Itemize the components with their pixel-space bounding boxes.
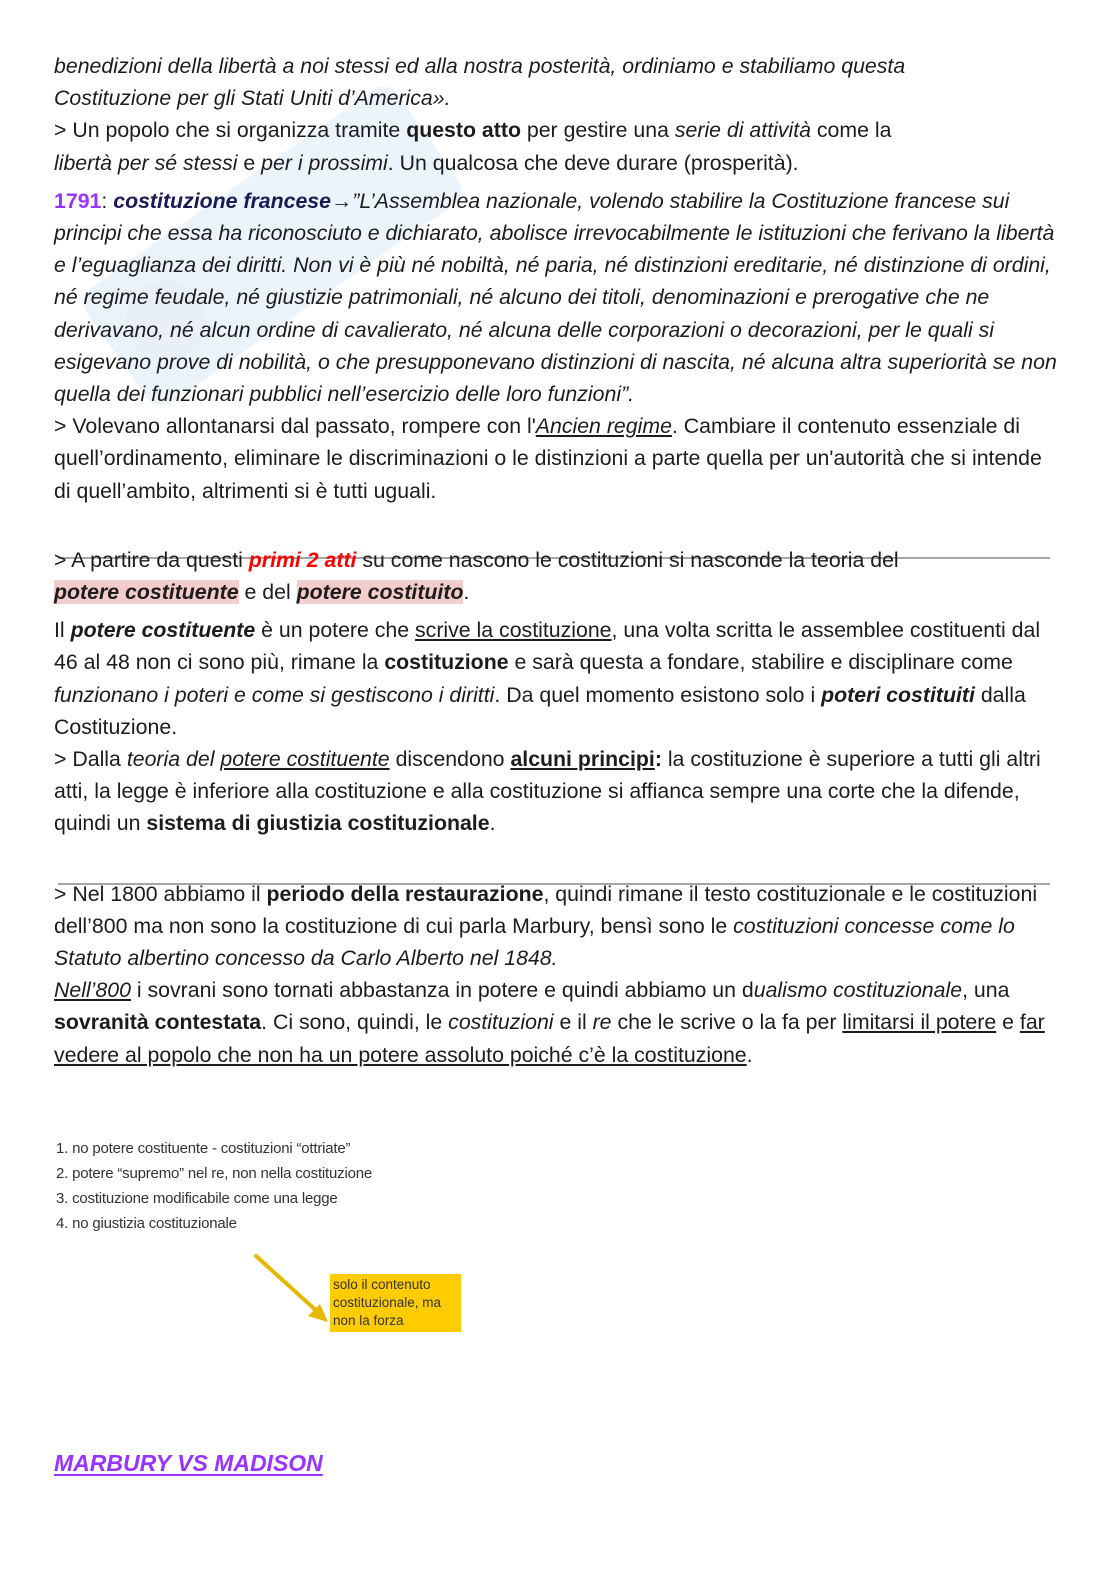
paragraph-usa-constitution-quote: benedizioni della libertà a noi stessi ed alla nostra posterità, ordiniamo e stabiliamo questa Costituzione per gli Stati Uniti d’America». bbox=[54, 54, 906, 111]
paragraph-constituent-power: Il potere costituente è un potere che scrive la costituzione, una volta scritta le assemblee costituenti dal 46 al 48 non ci sono più, rimane la costituzione e sarà questa a fondare, stabilire e disciplinare come funzionano i poteri e come si gestiscono i diritti. Da quel momento esistono solo i poteri costituiti dalla Costituzione. bbox=[54, 618, 1041, 739]
first-two-acts: primi 2 atti bbox=[248, 547, 357, 572]
list-item: 2. potere “supremo” nel re, non nella costituzione bbox=[56, 1165, 373, 1182]
highlight-potere-costituito: potere costituito bbox=[296, 580, 464, 605]
paragraph-constituent-theory: > A partire da questi primi 2 atti su come nascono le costituzioni si nasconde la teoria del potere costituente e del potere costituito. bbox=[54, 547, 899, 605]
paragraph-restoration: > Nel 1800 abbiamo il periodo della restaurazione, quindi rimane il testo costituzionale e le costituzioni dell’800 ma non sono la costituzione di cui parla Marbury, bensì sono le costituzioni concesse come lo Statuto albertino concesso da Carlo Alberto nel 1848. Nell’800 i sovrani sono tornati abbastanza in potere e quindi abbiamo un dualismo costituzionale, una sovranità contestata. Ci sono, quindi, le costituzioni e il re che le scrive o la fa per limitarsi il potere e far vedere al popolo che non ha un potere assoluto poiché c’è la costituzione. bbox=[54, 881, 1045, 1067]
list-item: 1. no potere costituente - costituzioni “ottriate” bbox=[56, 1140, 351, 1157]
section-title-french: costituzione francese bbox=[113, 188, 331, 213]
yellow-note: solo il contenuto costituzionale, ma non la forza bbox=[330, 1274, 461, 1332]
paragraph-ancien-regime: > Volevano allontanarsi dal passato, rompere con l'Ancien regime. Cambiare il contenuto essenziale di quell’ordinamento, eliminare le discriminazioni o le distinzioni a parte quella per un'autorità che si intende di quell’ambito, altrimenti si è tutti uguali. bbox=[54, 414, 1042, 503]
marbury-vs-madison-link[interactable]: MARBURY VS MADISON bbox=[54, 1450, 323, 1476]
paragraph-french-constitution-1791: 1791: costituzione francese→”L’Assemblea nazionale, volendo stabilire la Costituzione francese sui principi che essa ha riconosciuto e dichiarato, abolisce irrevocabilmente le istituzioni che ferivano la libertà e l’eguaglianza dei diritti. Non vi è più né nobiltà, né paria, né distinzioni ereditarie, né distinzione di ordini, né regime feudale, né giustizie patrimoniali, né alcuno dei titoli, denominazioni e prerogative che ne derivavano, né alcun ordine di cavalierato, né alcuna delle corporazioni o decorazioni, per le quali si esigevano prove di nobilità, o che presupponevano distinzioni di nascita, né alcuna altra superiorità se non quella dei funzionari pubblici nell’esercizio delle loro funzioni”. bbox=[54, 188, 1057, 407]
list-item: 4. no giustizia costituzionale bbox=[56, 1215, 237, 1232]
arrow-icon bbox=[250, 1250, 340, 1330]
year-label: 1791 bbox=[54, 188, 102, 213]
document-body bbox=[54, 50, 1064, 1071]
ancien-regime-term: Ancien regime bbox=[535, 414, 672, 439]
list-item: 3. costituzione modificabile come una legge bbox=[56, 1190, 338, 1207]
paragraph-people-organize: > Un popolo che si organizza tramite questo atto per gestire una serie di attività come la libertà per sé stessi e per i prossimi. Un qualcosa che deve durare (prosperità). bbox=[54, 118, 892, 175]
paragraph-principles: > Dalla teoria del potere costituente discendono alcuni principi: la costituzione è superiore a tutti gli altri atti, la legge è inferiore alla costituzione e alla costituzione si affianca sempre una corte che la difende, quindi un sistema di giustizia costituzionale. bbox=[54, 747, 1041, 836]
highlight-potere-costituente: potere costituente bbox=[54, 580, 239, 605]
